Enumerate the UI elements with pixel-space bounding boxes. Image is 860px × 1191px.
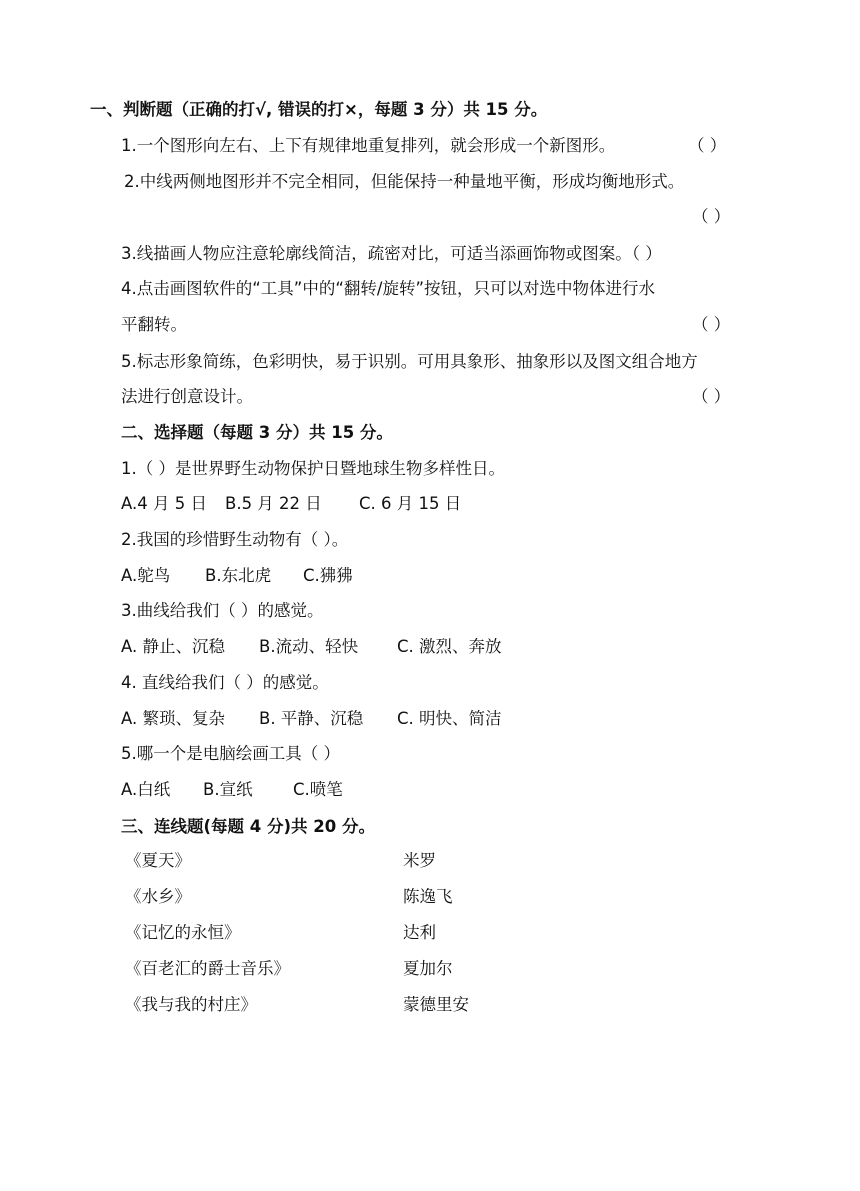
s2-q2-option-b[interactable]: B.东北虎 xyxy=(205,566,272,585)
section-3-title: 三、连线题(每题 4 分)共 20 分。 xyxy=(121,817,376,836)
s2-q4-option-b[interactable]: B. 平静、沉稳 xyxy=(259,709,364,728)
s2-q5-option-b[interactable]: B.宣纸 xyxy=(203,780,253,799)
s2-q4-options xyxy=(121,707,502,731)
s2-q5-option-a[interactable]: A.白纸 xyxy=(121,780,171,799)
s2-q1-option-c[interactable]: C. 6 月 15 日 xyxy=(359,494,462,513)
s2-q2-option-c[interactable]: C.狒狒 xyxy=(303,566,353,585)
match-right-item[interactable]: 蒙德里安 xyxy=(403,995,469,1014)
s1-q3-text: 3.线描画人物应注意轮廓线简洁，疏密对比，可适当添画饰物或图案。（ ） xyxy=(121,244,662,263)
s2-q4-option-a[interactable]: A. 繁琐、复杂 xyxy=(121,709,225,728)
s2-q4-option-c[interactable]: C. 明快、简洁 xyxy=(397,709,502,728)
match-right-item[interactable]: 夏加尔 xyxy=(403,959,453,978)
match-right-item[interactable]: 达利 xyxy=(403,923,436,942)
s2-q5-options xyxy=(121,778,343,802)
s2-q2-option-a[interactable]: A.鸵鸟 xyxy=(121,566,171,585)
s1-q2-text: 2.中线两侧地图形并不完全相同，但能保持一种量地平衡，形成均衡地形式。 xyxy=(124,172,685,191)
match-right-item[interactable]: 米罗 xyxy=(403,851,436,870)
match-left-item[interactable]: 《我与我的村庄》 xyxy=(125,995,257,1014)
s2-q1-options xyxy=(121,492,461,516)
s2-q3-option-b[interactable]: B.流动、轻快 xyxy=(259,637,359,656)
s2-q5-option-c[interactable]: C.喷笔 xyxy=(293,780,343,799)
s1-q4-text-line2: 平翻转。 xyxy=(121,315,187,334)
s2-q2-text: 2.我国的珍惜野生动物有（ ）。 xyxy=(121,530,349,549)
section-1-title: 一、判断题（正确的打√, 错误的打×，每题 3 分）共 15 分。 xyxy=(90,100,548,119)
s1-q5-answer-blank[interactable]: （ ） xyxy=(692,387,731,406)
match-left-item[interactable]: 《夏天》 xyxy=(125,851,191,870)
s2-q1-option-b[interactable]: B.5 月 22 日 xyxy=(225,494,322,513)
s1-q5-text-line2: 法进行创意设计。 xyxy=(121,387,253,406)
s1-q1-text: 1.一个图形向左右、上下有规律地重复排列，就会形成一个新图形。 xyxy=(121,136,616,155)
s2-q3-option-c[interactable]: C. 激烈、奔放 xyxy=(397,637,502,656)
s2-q2-options xyxy=(121,564,353,588)
s2-q5-text: 5.哪一个是电脑绘画工具（ ） xyxy=(121,744,340,763)
s2-q3-option-a[interactable]: A. 静止、沉稳 xyxy=(121,637,225,656)
section-2-title: 二、选择题（每题 3 分）共 15 分。 xyxy=(121,423,393,442)
s2-q3-options xyxy=(121,635,502,659)
s1-q4-text-line1: 4.点击画图软件的“工具”中的“翻转/旋转”按钮，只可以对选中物体进行水 xyxy=(121,279,655,298)
s1-q5-text-line1: 5.标志形象简练，色彩明快，易于识别。可用具象形、抽象形以及图文组合地方 xyxy=(121,352,698,371)
match-left-item[interactable]: 《百老汇的爵士音乐》 xyxy=(125,959,290,978)
s1-q2-answer-blank[interactable]: （ ） xyxy=(692,207,731,226)
s1-q1-answer-blank[interactable]: （ ） xyxy=(688,136,727,155)
match-left-item[interactable]: 《水乡》 xyxy=(125,887,191,906)
s2-q1-option-a[interactable]: A.4 月 5 日 xyxy=(121,494,207,513)
s2-q4-text: 4. 直线给我们（ ）的感觉。 xyxy=(121,673,329,692)
s2-q1-text: 1.（ ）是世界野生动物保护日暨地球生物多样性日。 xyxy=(121,459,505,478)
s2-q3-text: 3.曲线给我们（ ）的感觉。 xyxy=(121,601,324,620)
s1-q4-answer-blank[interactable]: （ ） xyxy=(692,315,731,334)
match-left-item[interactable]: 《记忆的永恒》 xyxy=(125,923,241,942)
match-right-item[interactable]: 陈逸飞 xyxy=(403,887,453,906)
